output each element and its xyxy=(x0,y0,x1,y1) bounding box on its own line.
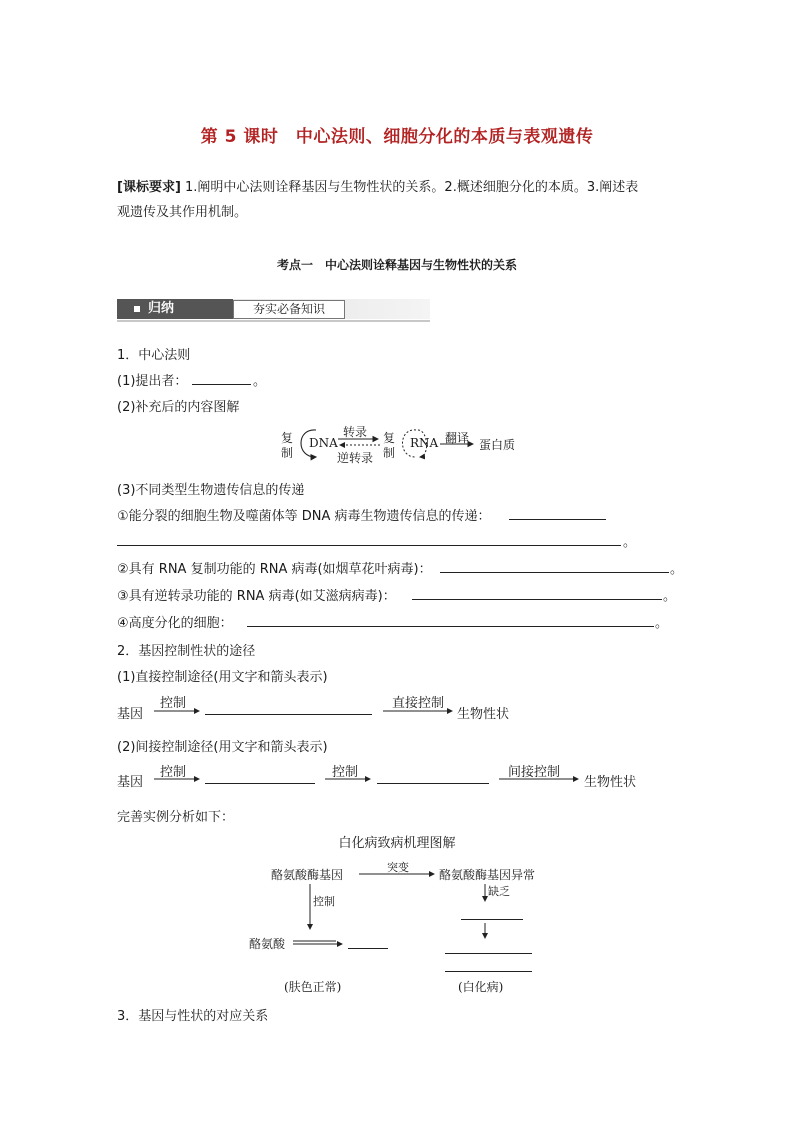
blank-albinism-result-2[interactable] xyxy=(445,971,532,972)
albinism-control-label: 控制 xyxy=(313,895,335,908)
q3-transfer: (3)不同类型生物遗传信息的传递 xyxy=(117,483,305,498)
direct-arrow-1 xyxy=(153,707,203,715)
albinism-tyrosine-arrow xyxy=(292,938,346,948)
translation-label: 翻译 xyxy=(445,431,470,445)
blank-albinism-result-1[interactable] xyxy=(445,953,532,954)
blank-item1-a[interactable] xyxy=(509,519,606,520)
indirect-arrow-2 xyxy=(324,775,374,783)
banner-box: 夯实必备知识 xyxy=(233,300,345,319)
dna-replicate-label-1: 复 xyxy=(281,431,294,445)
q1-proposer: (1)提出者： xyxy=(117,374,188,389)
albinism-down-arrow xyxy=(480,922,490,942)
albinism-gene: 酪氨酸酶基因 xyxy=(271,868,344,882)
heading-gene-trait-relation: 3．基因与性状的对应关系 xyxy=(117,1009,269,1024)
direct-control-label: 控制 xyxy=(160,696,187,711)
indirect-arrow-1 xyxy=(153,775,203,783)
blank-proposer[interactable] xyxy=(192,384,251,385)
rna-replicate-label-2: 制 xyxy=(383,446,396,460)
item2-text: ②具有 RNA 复制功能的 RNA 病毒(如烟草花叶病毒)： xyxy=(117,562,432,577)
item3-end: 。 xyxy=(663,589,677,604)
heading-central-dogma: 1．中心法则 xyxy=(117,348,191,363)
banner-square-icon xyxy=(134,306,140,312)
item4-end: 。 xyxy=(655,616,669,631)
page-title: 第 5 课时 中心法则、细胞分化的本质与表观遗传 xyxy=(200,127,594,147)
albinism-abnormal-gene: 酪氨酸酶基因异常 xyxy=(439,868,536,882)
dna-label: DNA xyxy=(309,436,338,450)
albinism-normal-label: (肤色正常) xyxy=(284,980,342,994)
indirect-control-label-3: 间接控制 xyxy=(508,765,561,780)
blank-item4[interactable] xyxy=(247,626,654,627)
standards-line2: 观遗传及其作用机制。 xyxy=(117,205,248,220)
blank-indirect-2[interactable] xyxy=(377,783,489,784)
indirect-control-label-1: 控制 xyxy=(160,765,187,780)
example-intro: 完善实例分析如下： xyxy=(117,810,235,825)
blank-direct-product[interactable] xyxy=(205,714,372,715)
indirect-control-label-2: 控制 xyxy=(332,765,359,780)
item3-text: ③具有逆转录功能的 RNA 病毒(如艾滋病病毒)： xyxy=(117,589,396,604)
rna-replicate-label-1: 复 xyxy=(383,431,396,445)
albinism-title: 白化病致病机理图解 xyxy=(338,836,456,851)
dna-replicate-label-2: 制 xyxy=(281,446,294,460)
indirect-gene: 基因 xyxy=(117,775,144,790)
indirect-arrow-3 xyxy=(498,775,582,783)
q2-diagram: (2)补充后的内容图解 xyxy=(117,400,240,415)
albinism-mutation-label: 突变 xyxy=(387,861,409,874)
banner-label: 归纳 xyxy=(148,301,175,316)
item2-end: 。 xyxy=(670,562,684,577)
translation-arrow xyxy=(439,440,477,448)
direct-gene: 基因 xyxy=(117,707,144,722)
section-title: 考点一 中心法则诠释基因与生物性状的关系 xyxy=(276,258,517,272)
reverse-transcription-label: 逆转录 xyxy=(337,451,374,465)
item4-text: ④高度分化的细胞： xyxy=(117,616,233,631)
direct-title: (1)直接控制途径(用文字和箭头表示) xyxy=(117,670,328,685)
direct-arrow-2 xyxy=(382,707,456,715)
heading-gene-control: 2．基因控制性状的途径 xyxy=(117,644,256,659)
transcription-arrows xyxy=(336,435,382,449)
blank-albinism-enzyme[interactable] xyxy=(461,919,523,920)
blank-indirect-1[interactable] xyxy=(205,783,315,784)
protein-label: 蛋白质 xyxy=(479,438,516,452)
albinism-disease-label: (白化病) xyxy=(458,980,504,994)
albinism-tyrosine: 酪氨酸 xyxy=(249,937,286,951)
albinism-lack-label: 缺乏 xyxy=(488,885,510,898)
blank-albinism-melanin[interactable] xyxy=(348,948,388,949)
standards-line1 xyxy=(117,176,638,195)
transcription-label: 转录 xyxy=(343,425,368,439)
rna-label: RNA xyxy=(410,436,439,450)
item1-end: 。 xyxy=(623,535,637,550)
blank-item1-b[interactable] xyxy=(117,545,621,546)
direct-control-label-2: 直接控制 xyxy=(392,696,445,711)
direct-trait: 生物性状 xyxy=(457,707,510,722)
standards-label: [课标要求] xyxy=(117,180,181,195)
blank-item3[interactable] xyxy=(412,599,662,600)
standards-text1: 1.阐明中心法则诠释基因与生物性状的关系。2.概述细胞分化的本质。3.阐述表 xyxy=(185,180,639,195)
banner-underline xyxy=(117,320,430,322)
item1-text: ①能分裂的细胞生物及噬菌体等 DNA 病毒生物遗传信息的传递： xyxy=(117,509,491,524)
albinism-mutation-arrow xyxy=(358,870,438,878)
q1-end: 。 xyxy=(253,374,267,389)
indirect-trait: 生物性状 xyxy=(584,775,637,790)
indirect-title: (2)间接控制途径(用文字和箭头表示) xyxy=(117,740,328,755)
blank-item2[interactable] xyxy=(440,572,669,573)
